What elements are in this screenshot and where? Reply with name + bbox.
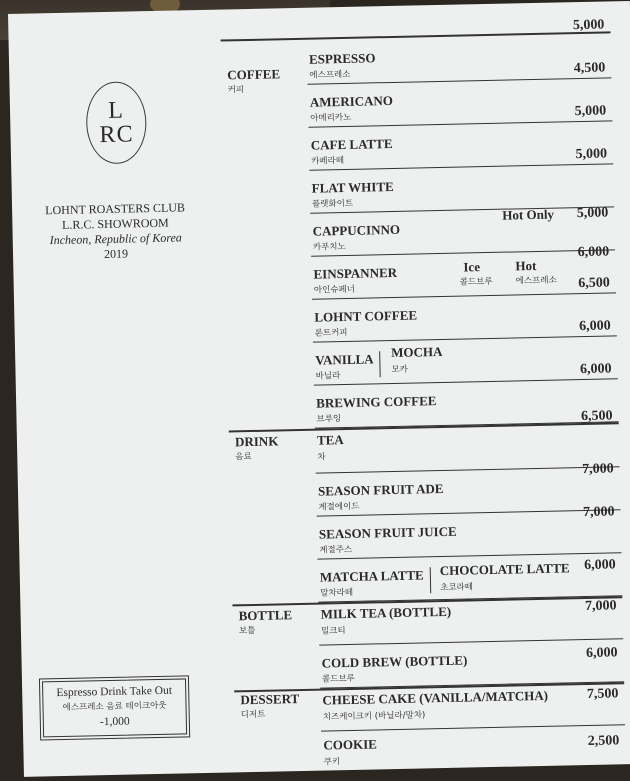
item-price: 2,500	[587, 733, 620, 750]
menu-item-espresso	[307, 17, 612, 84]
category-label-kr: 음료	[235, 451, 252, 463]
item-price: 6,500	[580, 408, 613, 425]
item-price: 6,000	[577, 244, 610, 261]
item-name: CHEESE CAKE (VANILLA/MATCHA)	[322, 687, 549, 708]
item-divider	[430, 567, 432, 593]
item-name-kr: 계절주스	[319, 544, 353, 556]
item-name-kr: 밀크티	[320, 626, 346, 637]
item-price: 7,000	[582, 461, 614, 478]
item-divider	[379, 351, 381, 377]
item-name: AMERICANO	[309, 92, 394, 110]
item-name: COLD BREW (BOTTLE)	[321, 652, 468, 671]
item-name-kr: 카푸치노	[312, 241, 346, 253]
item-name-kr: 치즈케이크키 (바닐라/말차)	[322, 710, 426, 723]
category-bottle	[238, 607, 292, 636]
item-price: 7,500	[586, 686, 619, 703]
menu-item-cappuccino	[310, 207, 615, 256]
brand-showroom: L.R.C. SHOWROOM	[61, 215, 169, 232]
item-name-mocha: MOCHA	[391, 343, 443, 361]
item-price: 6,500	[578, 275, 610, 292]
menu-item-cold-brew	[319, 639, 624, 688]
item-price: 4,500	[573, 60, 606, 77]
item-price: 7,000	[584, 598, 617, 615]
category-label: BOTTLE	[238, 607, 293, 624]
takeout-title: Espresso Drink Take Out	[56, 684, 173, 700]
item-price: 5,000	[575, 146, 608, 163]
brand-block	[40, 200, 191, 263]
item-name-kr: 에스프레소	[309, 69, 351, 81]
item-price: 5,000	[576, 205, 609, 222]
hot-option: Hot	[515, 257, 537, 274]
item-price: 6,000	[579, 361, 612, 378]
category-dessert	[240, 691, 299, 720]
takeout-korean: 에스프레소 음료 테이크아웃	[62, 700, 167, 714]
item-name: CAFE LATTE	[310, 135, 393, 153]
item-name-kr: 계절에이드	[318, 501, 360, 513]
category-coffee	[227, 66, 280, 95]
item-name-kr: 브루잉	[316, 414, 342, 425]
category-drink	[235, 433, 279, 462]
item-name-vanilla-kr: 바닐라	[315, 371, 341, 382]
item-price: 7,000	[582, 504, 615, 521]
menu-item-cookie	[321, 725, 626, 774]
item-name-kr: 론트커피	[314, 327, 348, 339]
item-name-chocolate-kr: 초코라떼	[440, 582, 474, 594]
item-name-kr: 카페라떼	[311, 155, 345, 167]
item-name-kr: 쿠키	[323, 757, 341, 768]
menu-item-milk-tea	[318, 596, 623, 645]
item-name: LOHNT COFFEE	[314, 307, 418, 325]
item-name: COOKIE	[323, 736, 377, 753]
item-name: BREWING COFFEE	[316, 393, 437, 411]
item-price: 6,000	[584, 557, 616, 574]
takeout-box	[42, 678, 187, 737]
menu-item-fruit-ade	[316, 461, 621, 516]
item-name-kr: 콜드브루	[321, 673, 355, 685]
brand-name: LOHNT ROASTERS CLUB	[45, 200, 186, 218]
item-name: CAPPUCINNO	[312, 221, 401, 239]
item-price: 6,000	[579, 318, 611, 335]
item-name: SEASON FRUIT JUICE	[318, 523, 457, 542]
menu-item-cheese-cake	[320, 682, 625, 731]
item-name-kr: 차	[317, 452, 326, 463]
item-price: 6,000	[585, 645, 618, 662]
category-label: DESSERT	[240, 691, 300, 708]
item-name-mocha-kr: 모카	[391, 364, 409, 376]
item-price: 5,000	[572, 17, 605, 34]
ice-option: Ice	[463, 259, 481, 275]
item-name: EINSPANNER	[313, 264, 398, 282]
item-name-matcha-kr: 말차라떼	[320, 587, 354, 599]
item-name: SEASON FRUIT ADE	[317, 480, 444, 499]
item-name-vanilla: VANILLA	[315, 351, 374, 368]
logo-line-2: RC	[99, 121, 134, 149]
item-name: FLAT WHITE	[311, 178, 394, 196]
menu-sheet	[8, 1, 630, 777]
brand-year: 2019	[103, 246, 129, 262]
item-name: TEA	[316, 432, 344, 448]
category-label-kr: 커피	[227, 85, 245, 96]
menu-item-matcha-chocolate	[317, 553, 622, 602]
takeout-discount: -1,000	[99, 715, 130, 729]
category-label-kr: 보틀	[238, 625, 256, 637]
hot-option-kr: 에스프레소	[515, 275, 557, 287]
menu-list	[220, 15, 620, 768]
item-price: 5,000	[574, 103, 607, 120]
item-name-kr: 플랫화이트	[311, 198, 354, 210]
item-name-kr: 아인슈페너	[313, 284, 356, 296]
item-name-kr: 아메리카노	[310, 112, 352, 124]
item-name-matcha: MATCHA LATTE	[319, 567, 424, 585]
ice-option-kr: 콜드브루	[459, 276, 493, 288]
lrc-logo	[85, 81, 147, 164]
item-name: MILK TEA (BOTTLE)	[320, 603, 452, 622]
category-label: DRINK	[234, 433, 279, 450]
hot-only-note: Hot Only	[502, 206, 555, 223]
item-name-chocolate: CHOCOLATE LATTE	[439, 560, 570, 579]
category-label-kr: 디저트	[240, 709, 266, 721]
category-label: COFFEE	[227, 66, 281, 83]
item-name: ESPRESSO	[308, 50, 376, 67]
logo-line-1: L	[107, 97, 125, 124]
brand-location: Incheon, Republic of Korea	[49, 230, 182, 248]
